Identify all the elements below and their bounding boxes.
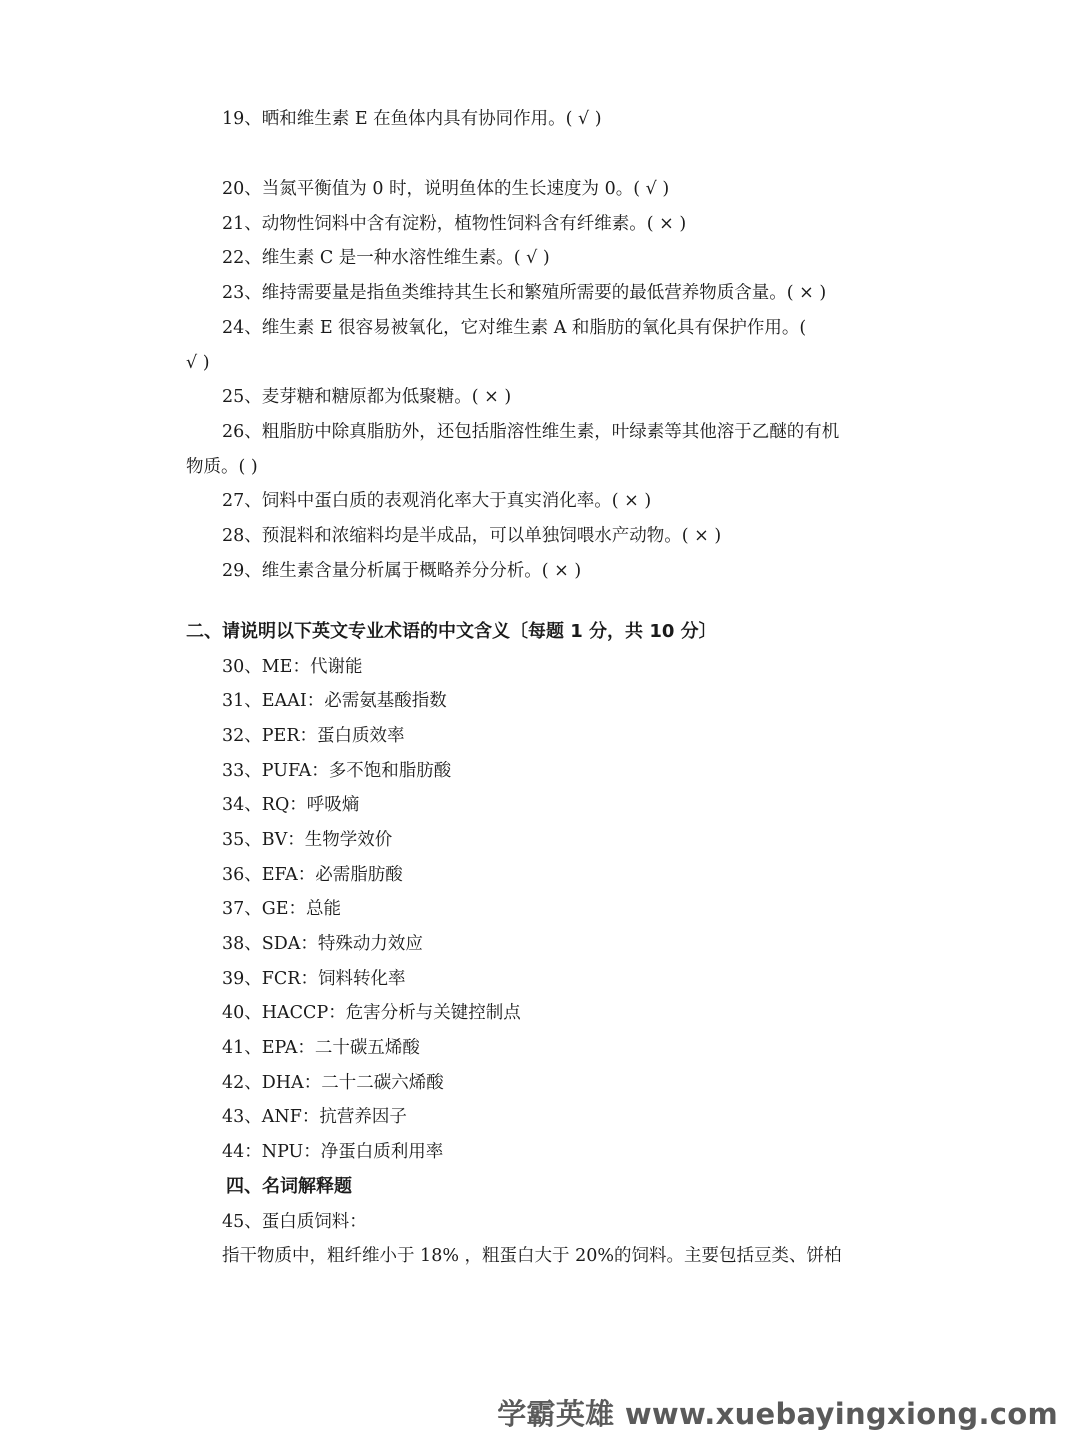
question-19: 19、晒和维生素 E 在鱼体内具有协同作用。( √ ) <box>222 109 602 129</box>
question-29: 29、维生素含量分析属于概略养分分析。( × ) <box>222 561 582 581</box>
question-27: 27、饲料中蛋白质的表观消化率大于真实消化率。( × ) <box>222 491 652 511</box>
question-22: 22、维生素 C 是一种水溶性维生素。( √ ) <box>222 248 550 268</box>
term-38: 38、SDA：特殊动力效应 <box>222 934 423 954</box>
term-31: 31、EAAI：必需氨基酸指数 <box>222 691 447 711</box>
question-45: 45、蛋白质饲料： <box>222 1212 367 1232</box>
term-32: 32、PER：蛋白质效率 <box>222 726 405 746</box>
question-26-continuation: 物质。( ) <box>186 457 258 477</box>
question-23: 23、维持需要量是指鱼类维持其生长和繁殖所需要的最低营养物质含量。( × ) <box>222 283 827 303</box>
section-4-heading: 四、名词解释题 <box>226 1176 352 1197</box>
term-42: 42、DHA：二十二碳六烯酸 <box>222 1073 444 1093</box>
term-30: 30、ME：代谢能 <box>222 657 363 677</box>
section-2-heading: 二、请说明以下英文专业术语的中文含义〔每题 1 分，共 10 分〕 <box>186 621 717 642</box>
term-34: 34、RQ：呼吸熵 <box>222 795 360 815</box>
question-24: 24、维生素 E 很容易被氧化，它对维生素 A 和脂肪的氧化具有保护作用。( <box>222 318 807 338</box>
question-20: 20、当氮平衡值为 0 时，说明鱼体的生长速度为 0。( √ ) <box>222 179 670 199</box>
site-watermark: 学霸英雄 www.xuebayingxiong.com <box>497 1397 1058 1431</box>
question-24-continuation: √ ) <box>186 353 210 373</box>
term-39: 39、FCR：饲料转化率 <box>222 969 406 989</box>
term-44: 44：NPU：净蛋白质利用率 <box>222 1142 444 1162</box>
term-41: 41、EPA：二十碳五烯酸 <box>222 1038 420 1058</box>
question-28: 28、预混料和浓缩料均是半成品，可以单独饲喂水产动物。( × ) <box>222 526 722 546</box>
term-43: 43、ANF：抗营养因子 <box>222 1107 407 1127</box>
question-21: 21、动物性饲料中含有淀粉，植物性饲料含有纤维素。( × ) <box>222 214 687 234</box>
question-25: 25、麦芽糖和糖原都为低聚糖。( × ) <box>222 387 512 407</box>
term-35: 35、BV：生物学效价 <box>222 830 393 850</box>
term-37: 37、GE：总能 <box>222 899 342 919</box>
term-36: 36、EFA：必需脂肪酸 <box>222 865 403 885</box>
term-40: 40、HACCP：危害分析与关键控制点 <box>222 1003 521 1023</box>
question-26: 26、粗脂肪中除真脂肪外，还包括脂溶性维生素，叶绿素等其他溶于乙醚的有机 <box>222 422 840 442</box>
answer-45: 指干物质中，粗纤维小于 18% ，粗蛋白大于 20%的饲料。主要包括豆类、饼柏 <box>222 1246 842 1266</box>
term-33: 33、PUFA：多不饱和脂肪酸 <box>222 761 452 781</box>
